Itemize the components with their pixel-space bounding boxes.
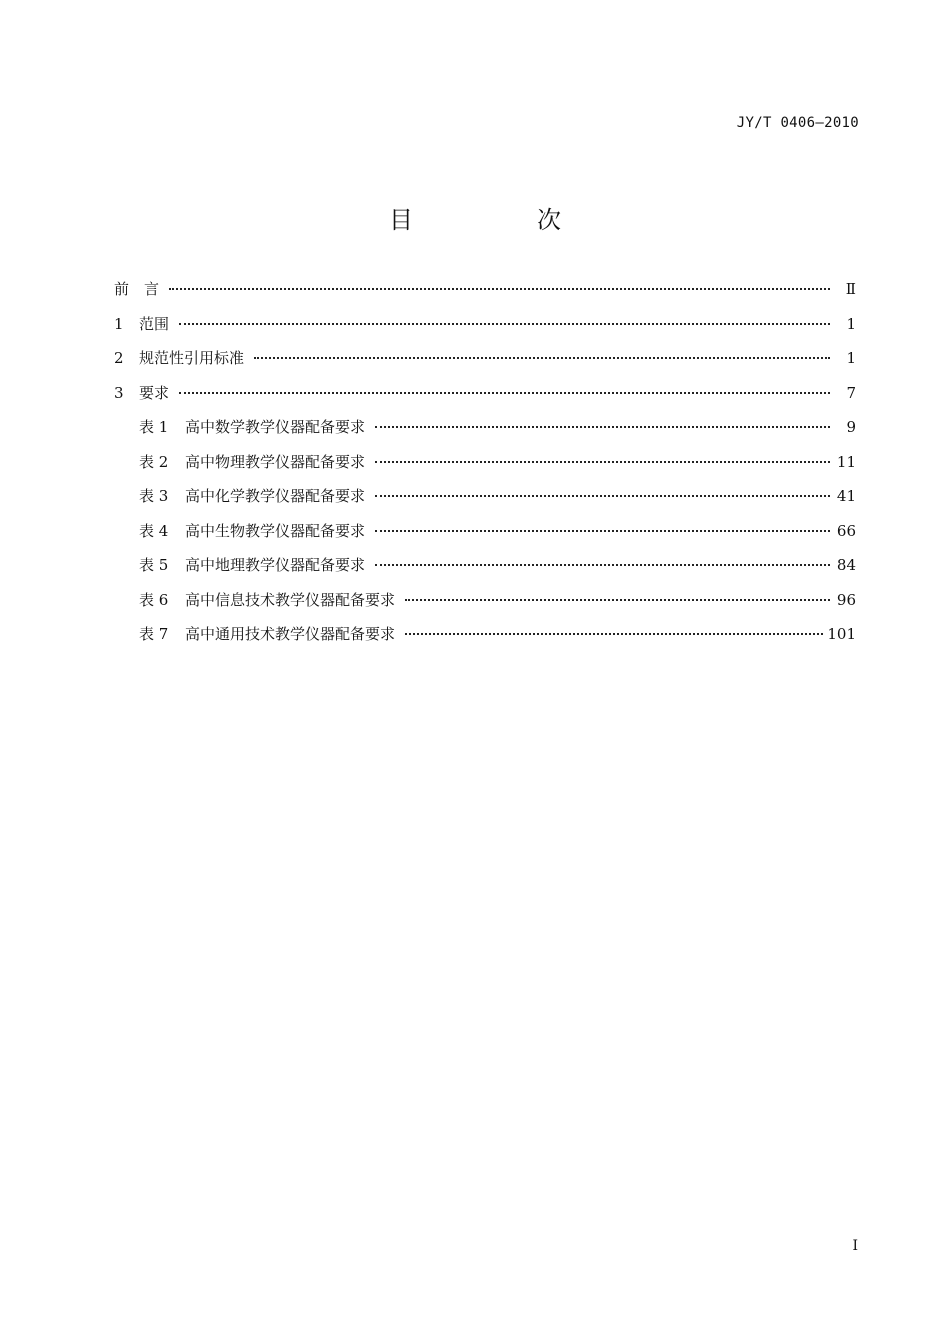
toc-entry-table-2[interactable] xyxy=(114,451,856,486)
toc-entry-label: 高中化学教学仪器配备要求 xyxy=(185,487,366,505)
toc-entry-label: 高中信息技术教学仪器配备要求 xyxy=(185,590,396,609)
toc-entry-page: 66 xyxy=(836,521,856,540)
toc-entry-table-5[interactable] xyxy=(114,554,856,589)
toc-entry-label: 高中生物教学仪器配备要求 xyxy=(185,521,366,540)
toc-entry-normative-references[interactable] xyxy=(114,347,856,382)
toc-entry-page: 96 xyxy=(836,590,856,609)
toc-entry-label: 高中通用技术教学仪器配备要求 xyxy=(185,625,396,643)
toc-entry-page: 84 xyxy=(836,556,856,574)
toc-entry-requirements[interactable] xyxy=(114,382,856,417)
toc-entry-table-3[interactable] xyxy=(114,485,856,520)
toc-entry-number: 3 xyxy=(114,383,124,402)
toc-entry-number: 1 xyxy=(114,314,124,333)
dot-leader xyxy=(405,599,830,601)
document-code: JY/T 0406—2010 xyxy=(736,115,859,131)
dot-leader xyxy=(375,530,830,532)
page-title: 目 次 xyxy=(389,206,611,234)
toc-entry-label: 高中地理教学仪器配备要求 xyxy=(185,556,366,574)
toc-entry-table-6[interactable] xyxy=(114,589,856,624)
dot-leader xyxy=(179,392,830,394)
toc-entry-page: 101 xyxy=(827,625,856,643)
toc-entry-number: 表 7 xyxy=(139,625,169,643)
toc-entry-number: 2 xyxy=(114,349,124,367)
toc-entry-table-4[interactable] xyxy=(114,520,856,555)
toc-entry-label: 高中数学教学仪器配备要求 xyxy=(185,418,366,436)
toc-entry-label: 范围 xyxy=(139,314,170,333)
toc-entry-table-1[interactable] xyxy=(114,416,856,451)
toc-entry-foreword[interactable] xyxy=(114,278,856,313)
page-number: I xyxy=(852,1238,858,1254)
dot-leader xyxy=(375,564,830,566)
dot-leader xyxy=(375,495,830,497)
toc-entry-number: 表 5 xyxy=(139,556,169,574)
toc-entry-page: Ⅱ xyxy=(845,280,856,298)
toc-entry-number: 表 4 xyxy=(139,521,169,540)
toc-entry-scope[interactable] xyxy=(114,313,856,348)
toc-entry-page: 11 xyxy=(836,452,856,471)
toc-entry-page: 41 xyxy=(836,487,856,505)
dot-leader xyxy=(375,461,830,463)
toc-entry-number: 表 3 xyxy=(139,487,169,505)
dot-leader xyxy=(169,288,830,290)
toc-entry-label: 要求 xyxy=(139,383,170,402)
toc-entry-label: 规范性引用标准 xyxy=(139,349,245,367)
dot-leader xyxy=(375,426,830,428)
toc-entry-page: 7 xyxy=(846,383,856,402)
toc-entry-number: 表 6 xyxy=(139,590,169,609)
toc-entry-number: 表 2 xyxy=(139,452,169,471)
toc-entry-page: 9 xyxy=(846,418,856,436)
toc-entry-page: 1 xyxy=(846,314,856,333)
dot-leader xyxy=(179,323,830,325)
table-of-contents xyxy=(114,278,856,658)
dot-leader xyxy=(405,633,823,635)
toc-entry-page: 1 xyxy=(846,349,856,367)
dot-leader xyxy=(254,357,830,359)
toc-entry-label: 前 言 xyxy=(114,280,160,298)
toc-entry-number: 表 1 xyxy=(139,418,169,436)
toc-entry-label: 高中物理教学仪器配备要求 xyxy=(185,452,366,471)
toc-entry-table-7[interactable] xyxy=(114,623,856,658)
